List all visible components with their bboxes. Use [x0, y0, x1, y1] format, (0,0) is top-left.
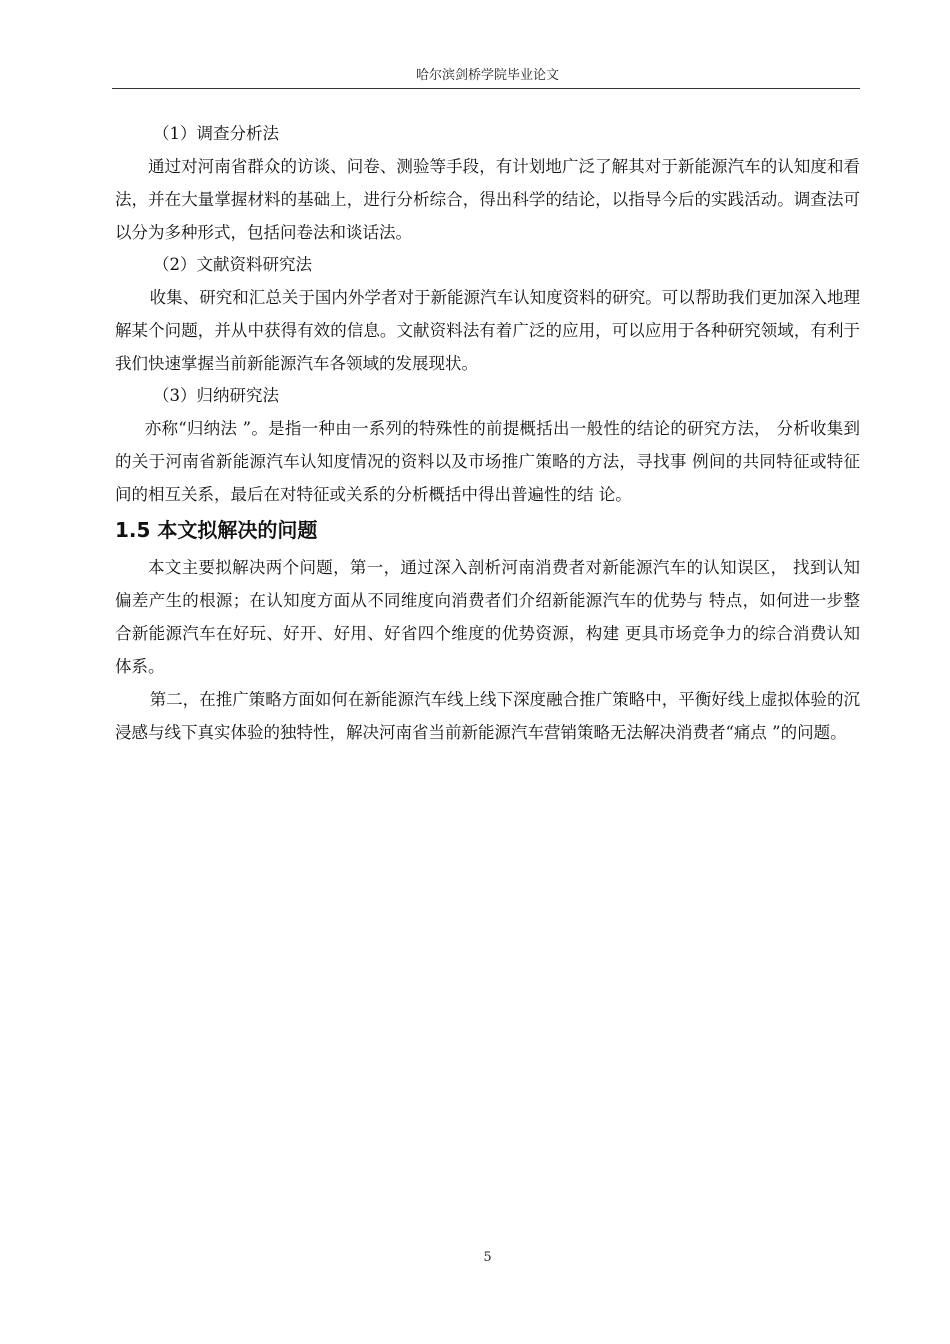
method-3-heading: （3）归纳研究法 — [153, 386, 279, 405]
method-2-body: 收集、研究和汇总关于国内外学者对于新能源汽车认知度资料的研究。可以帮助我们更加深入地理解某个问题，并从中获得有效的信息。文献资料法有着广泛的应用，可以应用于各种研究领域，有利于我们快速掌握当前新能源汽车各领域的发展现状。 — [115, 288, 860, 373]
page-body — [115, 118, 860, 749]
section-paragraph-1: 本文主要拟解决两个问题，第一，通过深入剖析河南消费者对新能源汽车的认知误区， 找到认知偏差产生的根源；在认知度方面从不同维度向消费者们介绍新能源汽车的优势与 特点，如何进一步整合新能源汽车在好玩、好开、好用、好省四个维度的优势资源，构建 更具市场竞争力的综合消费认知体系。 — [115, 558, 860, 676]
section-title: 1.5 本文拟解决的问题 — [115, 518, 318, 542]
header-divider — [112, 88, 860, 89]
running-header: 哈尔滨剑桥学院毕业论文 — [415, 68, 559, 83]
page-number: 5 — [483, 1250, 492, 1265]
section-paragraph-2: 第二，在推广策略方面如何在新能源汽车线上线下深度融合推广策略中，平衡好线上虚拟体验的沉浸感与线下真实体验的独特性，解决河南省当前新能源汽车营销策略无法解决消费者“痛点 ”的问题。 — [115, 690, 860, 742]
method-2-heading: （2）文献资料研究法 — [153, 255, 312, 274]
method-3-body: 亦称“归纳法 ”。是指一种由一系列的特殊性的前提概括出一般性的结论的研究方法， 分析收集到的关于河南省新能源汽车认知度情况的资料以及市场推广策略的方法，寻找事 例间的共同特征或特征间的相互关系，最后在对特征或关系的分析概括中得出普遍性的结 论。 — [115, 419, 860, 504]
method-1-body: 通过对河南省群众的访谈、问卷、测验等手段，有计划地广泛了解其对于新能源汽车的认知度和看法，并在大量掌握材料的基础上，进行分析综合，得出科学的结论，以指导今后的实践活动。调查法可以分为多种形式，包括问卷法和谈话法。 — [115, 157, 860, 242]
method-1-heading: （1）调查分析法 — [153, 124, 279, 143]
